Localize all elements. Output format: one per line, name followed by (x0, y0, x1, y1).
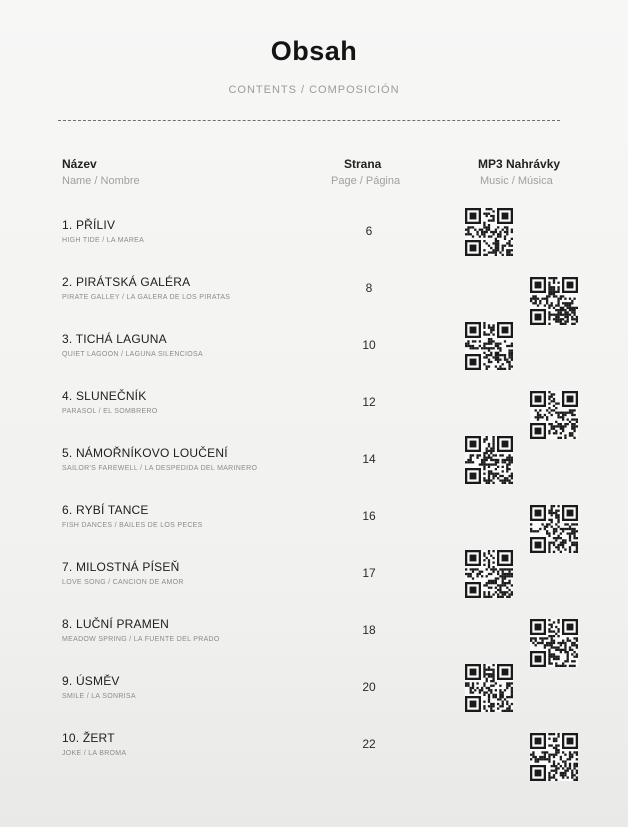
entry-title: 2. PIRÁTSKÁ GALÉRA (62, 275, 191, 289)
entry-subtitle: QUIET LAGOON / LAGUNA SILENCIOSA (62, 351, 203, 358)
entry-page-number: 12 (362, 395, 376, 409)
column-header-name-sub: Name / Nombre (62, 175, 140, 187)
entry-subtitle: SMILE / LA SONRISA (62, 693, 136, 700)
qr-code-icon[interactable] (530, 733, 578, 781)
qr-code-icon[interactable] (530, 619, 578, 667)
entry-page-number: 17 (362, 566, 376, 580)
qr-code-icon[interactable] (465, 664, 513, 712)
list-item (0, 503, 628, 563)
column-header-mp3: MP3 Nahrávky (478, 157, 561, 171)
column-header-page: Strana (344, 157, 382, 171)
entry-page-number: 6 (365, 224, 373, 238)
entry-title: 8. LUČNÍ PRAMEN (62, 617, 170, 631)
entry-title: 7. MILOSTNÁ PÍSEŇ (62, 560, 180, 574)
entry-page-number: 20 (362, 680, 376, 694)
entry-title: 10. ŽERT (62, 731, 115, 745)
entry-page-number: 16 (362, 509, 376, 523)
qr-code-icon[interactable] (530, 391, 578, 439)
list-item (0, 731, 628, 791)
list-item (0, 674, 628, 734)
entry-page-number: 18 (362, 623, 376, 637)
qr-code-icon[interactable] (465, 208, 513, 256)
list-item (0, 617, 628, 677)
entry-title: 9. ÚSMĚV (62, 674, 120, 688)
column-header-mp3-sub: Music / Música (480, 175, 553, 187)
column-header-page-sub: Page / Página (331, 175, 401, 187)
list-item (0, 560, 628, 620)
list-item (0, 275, 628, 335)
dashed-divider (58, 120, 560, 121)
list-item (0, 218, 628, 278)
entry-subtitle: FISH DANCES / BAILES DE LOS PECES (62, 522, 203, 529)
column-header-name: Název (62, 157, 97, 171)
entry-title: 6. RYBÍ TANCE (62, 503, 149, 517)
entry-subtitle: MEADOW SPRING / LA FUENTE DEL PRADO (62, 636, 220, 643)
entry-title: 4. SLUNEČNÍK (62, 389, 147, 403)
entry-subtitle: LOVE SONG / CANCION DE AMOR (62, 579, 184, 586)
entry-subtitle: JOKE / LA BROMA (62, 750, 127, 757)
entry-page-number: 14 (362, 452, 376, 466)
entry-page-number: 8 (365, 281, 373, 295)
entry-page-number: 10 (362, 338, 376, 352)
qr-code-icon[interactable] (465, 550, 513, 598)
entry-subtitle: PARASOL / EL SOMBRERO (62, 408, 158, 415)
entry-title: 1. PŘÍLIV (62, 218, 116, 232)
entry-title: 3. TICHÁ LAGUNA (62, 332, 167, 346)
page-subtitle: CONTENTS / COMPOSICIÓN (228, 84, 400, 96)
list-item (0, 332, 628, 392)
qr-code-icon[interactable] (465, 322, 513, 370)
list-item (0, 389, 628, 449)
qr-code-icon[interactable] (530, 505, 578, 553)
entry-subtitle: PIRATE GALLEY / LA GALERA DE LOS PIRATAS (62, 294, 231, 301)
entry-subtitle: SAILOR'S FAREWELL / LA DESPEDIDA DEL MARINERO (62, 465, 258, 472)
page-title: Obsah (270, 36, 358, 66)
entry-page-number: 22 (362, 737, 376, 751)
entry-title: 5. NÁMOŘNÍKOVO LOUČENÍ (62, 446, 228, 460)
list-item (0, 446, 628, 506)
qr-code-icon[interactable] (530, 277, 578, 325)
entry-subtitle: HIGH TIDE / LA MAREA (62, 237, 145, 244)
qr-code-icon[interactable] (465, 436, 513, 484)
